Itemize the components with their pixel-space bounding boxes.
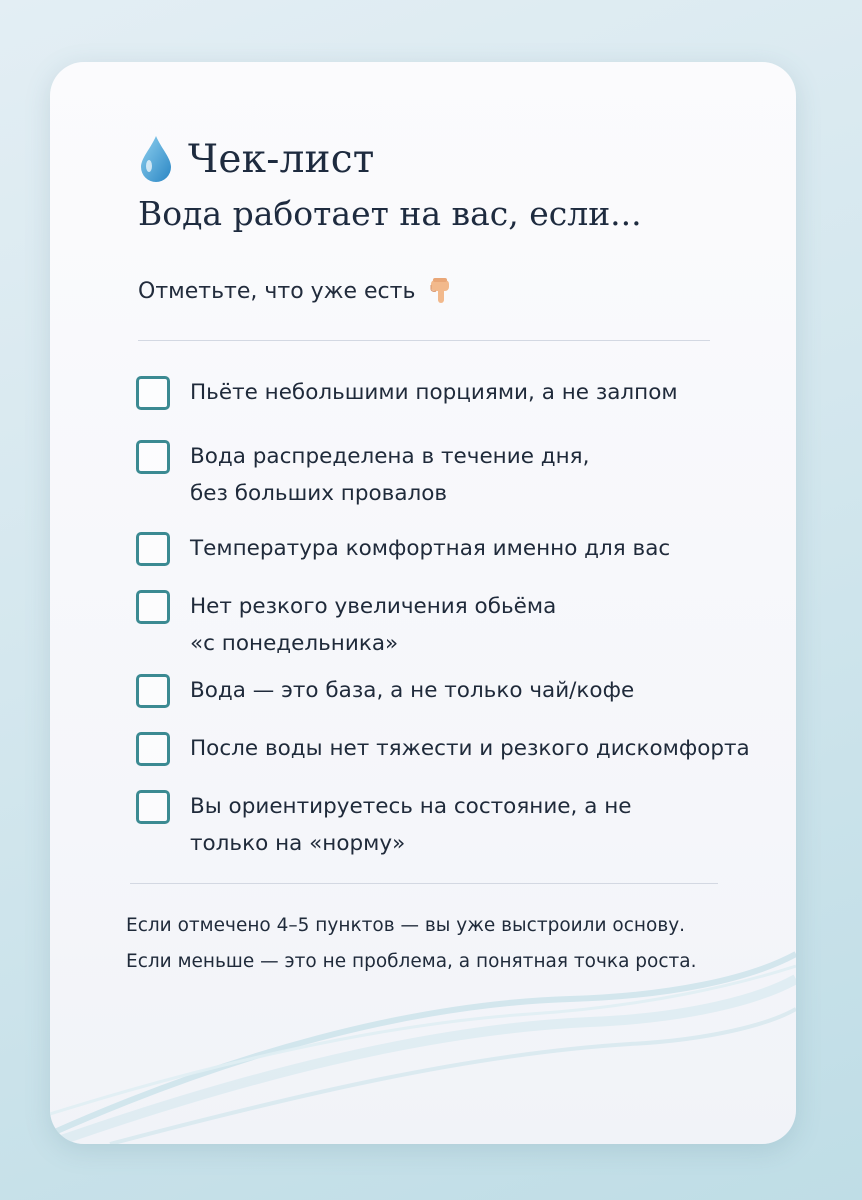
- checklist-item-label: Нет резкого увеличения обьёма «с понедельника»: [190, 594, 557, 656]
- checkbox[interactable]: [136, 674, 170, 708]
- checklist-item-label: Вода распределена в течение дня, без больших провалов: [190, 444, 590, 506]
- checklist-item-label: Температура комфортная именно для вас: [190, 536, 671, 561]
- checklist-item[interactable]: [136, 790, 770, 862]
- checklist-card: [50, 62, 796, 1144]
- checklist-item[interactable]: [136, 732, 770, 767]
- footer-note: [126, 908, 786, 980]
- checkbox[interactable]: [136, 376, 170, 410]
- checklist-item-label: Вы ориентируетесь на состояние, а не только на «норму»: [190, 794, 632, 856]
- checkbox[interactable]: [136, 532, 170, 566]
- title-row: [138, 134, 375, 184]
- checklist-item-label: Вода — это база, а не только чай/кофе: [190, 678, 635, 703]
- checklist-item[interactable]: [136, 440, 770, 512]
- water-drop-icon: [138, 134, 174, 184]
- footer-line-2: Если меньше — это не проблема, а понятная точка роста.: [126, 951, 697, 972]
- page-title: Чек-лист: [188, 136, 375, 182]
- prompt-row: [138, 276, 455, 306]
- bottom-divider: [130, 883, 718, 884]
- checkbox[interactable]: [136, 440, 170, 474]
- checkbox[interactable]: [136, 732, 170, 766]
- page-subtitle: Вода работает на вас, если...: [138, 194, 642, 233]
- checkbox[interactable]: [136, 790, 170, 824]
- top-divider: [138, 340, 710, 341]
- pointing-down-hand-icon: [425, 276, 455, 306]
- footer-line-1: Если отмечено 4–5 пунктов — вы уже выстроили основу.: [126, 915, 686, 936]
- checklist-item[interactable]: [136, 674, 770, 709]
- checklist-item-label: После воды нет тяжести и резкого дискомфорта: [190, 736, 750, 761]
- checklist-item[interactable]: [136, 376, 770, 411]
- prompt-text: Отметьте, что уже есть: [138, 278, 416, 304]
- checkbox[interactable]: [136, 590, 170, 624]
- checklist-item[interactable]: [136, 590, 770, 662]
- checklist-item-label: Пьёте небольшими порциями, а не залпом: [190, 380, 678, 405]
- checklist-item[interactable]: [136, 532, 770, 567]
